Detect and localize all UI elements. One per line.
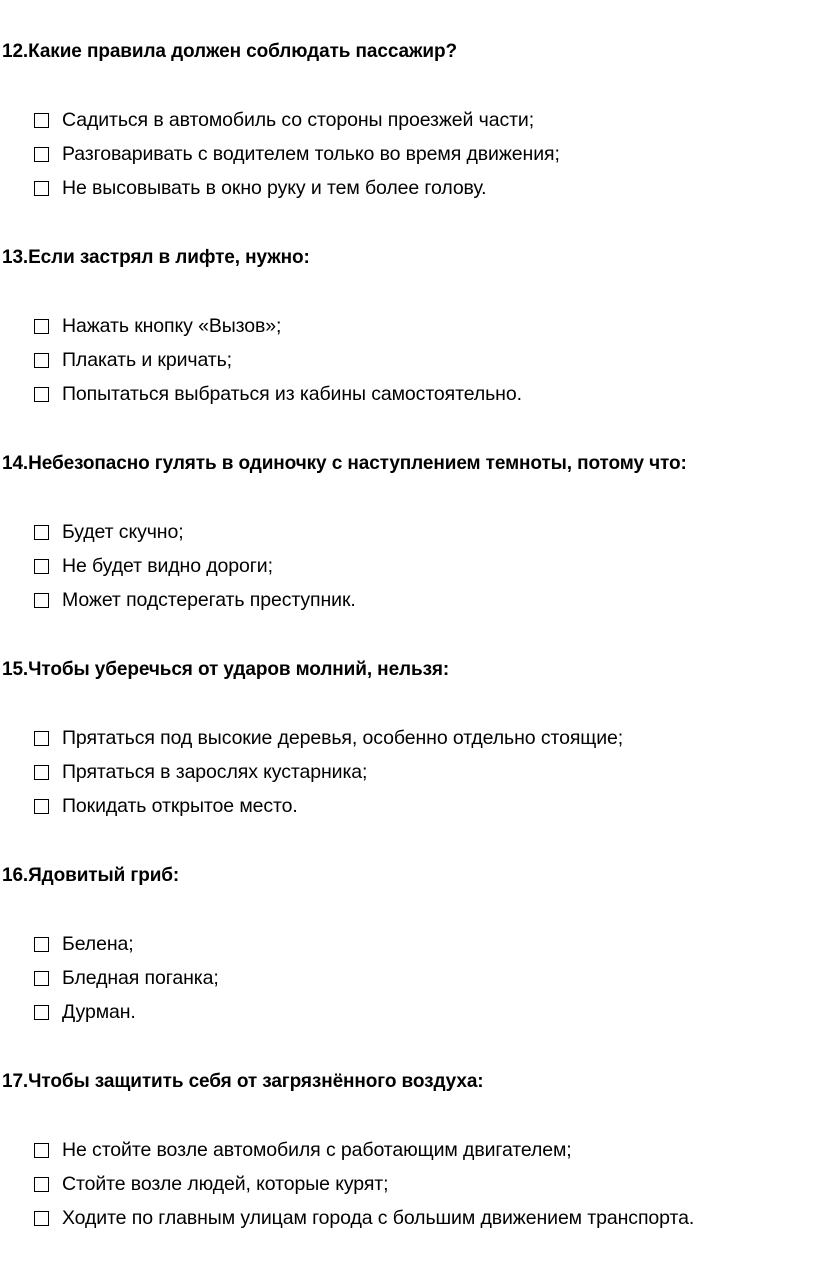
answer-label: Покидать открытое место. (62, 795, 298, 817)
answer-label: Белена; (62, 933, 134, 955)
answer-label: Стойте возле людей, которые курят; (62, 1173, 389, 1195)
answer-option[interactable] (34, 1136, 572, 1164)
checkbox-icon[interactable] (34, 319, 49, 334)
checkbox-icon[interactable] (34, 765, 49, 780)
answer-label: Прятаться под высокие деревья, особенно отдельно стоящие; (62, 727, 624, 749)
answer-label: Попытаться выбраться из кабины самостоятельно. (62, 383, 522, 405)
checkbox-icon[interactable] (34, 1211, 49, 1226)
answer-option[interactable] (34, 758, 367, 786)
checkbox-icon[interactable] (34, 353, 49, 368)
checkbox-icon[interactable] (34, 1177, 49, 1192)
answer-option[interactable] (34, 930, 134, 958)
answer-label: Не стойте возле автомобиля с работающим двигателем; (62, 1139, 572, 1161)
answer-option[interactable] (34, 964, 219, 992)
answer-label: Садиться в автомобиль со стороны проезжей части; (62, 109, 535, 131)
answer-option[interactable] (34, 140, 560, 168)
question-title: 17.Чтобы защитить себя от загрязнённого воздуха: (2, 1071, 484, 1092)
answer-option[interactable] (34, 346, 232, 374)
checkbox-icon[interactable] (34, 1005, 49, 1020)
answer-option[interactable] (34, 724, 623, 752)
answer-label: Плакать и кричать; (62, 349, 232, 371)
answer-option[interactable] (34, 1204, 694, 1232)
checkbox-icon[interactable] (34, 799, 49, 814)
answer-label: Будет скучно; (62, 521, 184, 543)
question-title: 12.Какие правила должен соблюдать пассажир? (2, 41, 457, 62)
answer-option[interactable] (34, 380, 522, 408)
checkbox-icon[interactable] (34, 559, 49, 574)
checkbox-icon[interactable] (34, 181, 49, 196)
checkbox-icon[interactable] (34, 1143, 49, 1158)
answer-option[interactable] (34, 106, 534, 134)
answer-option[interactable] (34, 552, 273, 580)
checkbox-icon[interactable] (34, 593, 49, 608)
question-title: 13.Если застрял в лифте, нужно: (2, 247, 310, 268)
answer-option[interactable] (34, 312, 281, 340)
checkbox-icon[interactable] (34, 387, 49, 402)
question-title: 16.Ядовитый гриб: (2, 865, 180, 886)
checkbox-icon[interactable] (34, 731, 49, 746)
checkbox-icon[interactable] (34, 525, 49, 540)
answer-option[interactable] (34, 174, 486, 202)
question-title: 14.Небезопасно гулять в одиночку с наступлением темноты, потому что: (2, 453, 687, 474)
checkbox-icon[interactable] (34, 147, 49, 162)
answer-option[interactable] (34, 586, 356, 614)
question-title: 15.Чтобы уберечься от ударов молний, нельзя: (2, 659, 450, 680)
answer-label: Не высовывать в окно руку и тем более голову. (62, 177, 487, 199)
answer-label: Дурман. (62, 1001, 136, 1023)
checkbox-icon[interactable] (34, 937, 49, 952)
checkbox-icon[interactable] (34, 113, 49, 128)
answer-option[interactable] (34, 518, 184, 546)
answer-option[interactable] (34, 792, 298, 820)
answer-option[interactable] (34, 1170, 388, 1198)
answer-label: Прятаться в зарослях кустарника; (62, 761, 368, 783)
answer-label: Разговаривать с водителем только во время движения; (62, 143, 560, 165)
answer-label: Ходите по главным улицам города с большим движением транспорта. (62, 1207, 695, 1229)
answer-label: Не будет видно дороги; (62, 555, 273, 577)
answer-label: Может подстерегать преступник. (62, 589, 356, 611)
answer-label: Нажать кнопку «Вызов»; (62, 315, 282, 337)
answer-option[interactable] (34, 998, 136, 1026)
answer-label: Бледная поганка; (62, 967, 219, 989)
checkbox-icon[interactable] (34, 971, 49, 986)
